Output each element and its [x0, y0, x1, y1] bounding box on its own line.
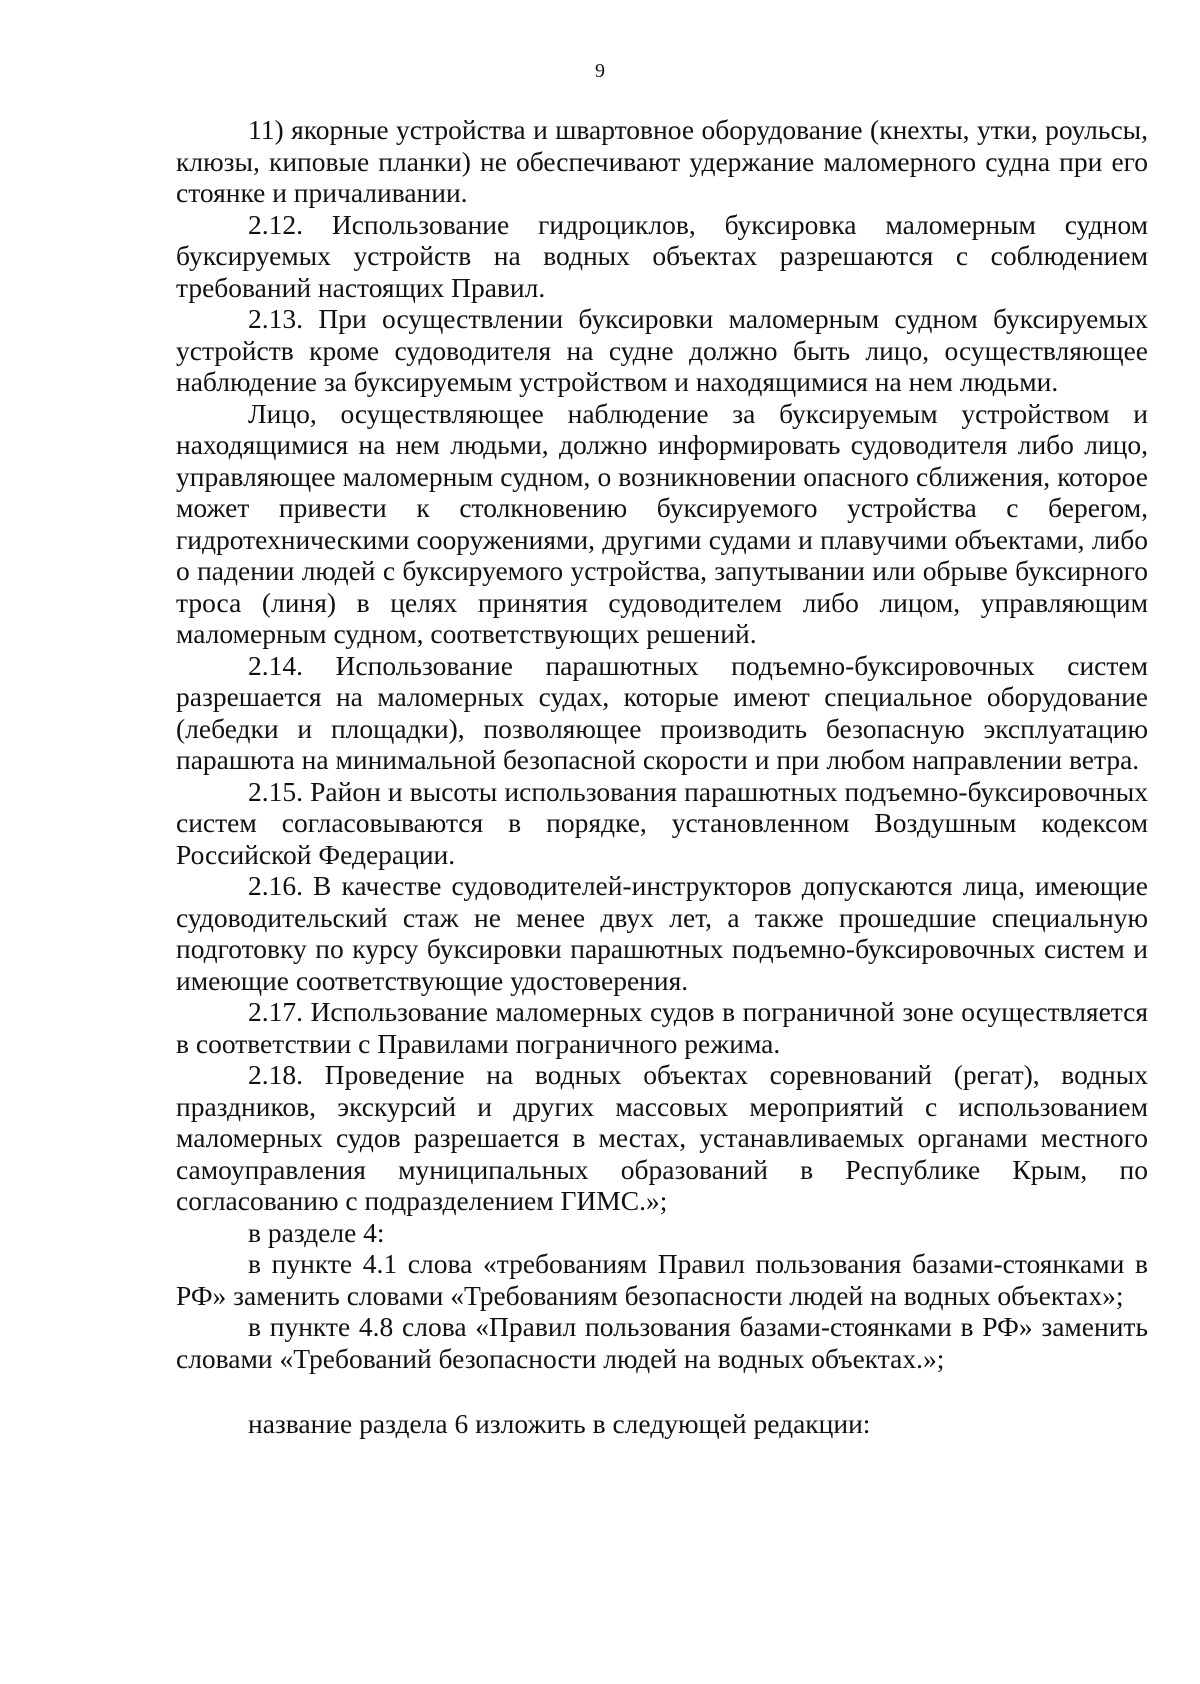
paragraph-section-4: в разделе 4:	[248, 1216, 385, 1248]
paragraph-section-6-title: название раздела 6 изложить в следующей редакции:	[248, 1408, 871, 1439]
paragraph-item-11: 11) якорные устройства и швартовное оборудование (кнехты, утки, роульсы, клюзы, киповые планки) не обеспечивают удержание маломерного судна при его стоянке и причаливании.	[176, 114, 1148, 208]
paragraph-point-4-1: в пункте 4.1 слова «требованиям Правил пользования базами-стоянками в РФ» заменить словами «Требованиям безопасности людей на водных объектах»;	[176, 1248, 1148, 1311]
paragraph-point-4-8: в пункте 4.8 слова «Правил пользования базами-стоянками в РФ» заменить словами «Требований безопасности людей на водных объектах.»;	[176, 1311, 1148, 1374]
paragraph-2-14: 2.14. Использование парашютных подъемно-буксировочных систем разрешается на маломерных судах, которые имеют специальное оборудование (лебедки и площадки), позволяющее производить безопасную эксплуатацию парашюта на минимальной безопасной скорости и при любом направлении ветра.	[176, 649, 1148, 775]
paragraph-2-16: 2.16. В качестве судоводителей-инструкторов допускаются лица, имеющие судоводительский стаж не менее двух лет, а также прошедшие специальную подготовку по курсу буксировки парашютных подъемно-буксировочных систем и имеющие соответствующие удостоверения.	[176, 870, 1148, 996]
paragraph-2-18: 2.18. Проведение на водных объектах соревнований (регат), водных праздников, экскурсий и других массовых мероприятий с использованием маломерных судов разрешается в местах, устанавливаемых органами местного самоуправления муниципальных образований в Республике Крым, по согласованию с подразделением ГИМС.»;	[176, 1059, 1148, 1216]
paragraph-observer-duties: Лицо, осуществляющее наблюдение за буксируемым устройством и находящимися на нем людьми, должно информировать судоводителя либо лицо, управляющее маломерным судном, о возникновении опасного сближения, которое может привести к столкновению буксируемого устройства с берегом, гидротехническими сооружениями, другими судами и плавучими объектами, либо о падении людей с буксируемого устройства, запутывании или обрыве буксирного троса (линя) в целях принятия судоводителем либо лицом, управляющим маломерным судном, соответствующих решений.	[176, 397, 1148, 649]
paragraph-2-13: 2.13. При осуществлении буксировки маломерным судном буксируемых устройств кроме судоводителя на судне должно быть лицо, осуществляющее наблюдение за буксируемым устройством и находящимися на нем людьми.	[176, 303, 1148, 397]
paragraph-2-15: 2.15. Район и высоты использования парашютных подъемно-буксировочных систем согласовываются в порядке, установленном Воздушным кодексом Российской Федерации.	[176, 775, 1148, 870]
paragraph-2-17: 2.17. Использование маломерных судов в пограничной зоне осуществляется в соответствии с Правилами пограничного режима.	[176, 996, 1148, 1059]
page-number: 9	[595, 60, 605, 82]
document-body	[176, 114, 1148, 1440]
paragraph-2-12: 2.12. Использование гидроциклов, буксировка маломерным судном буксируемых устройств на водных объектах разрешаются с соблюдением требований настоящих Правил.	[176, 208, 1148, 303]
